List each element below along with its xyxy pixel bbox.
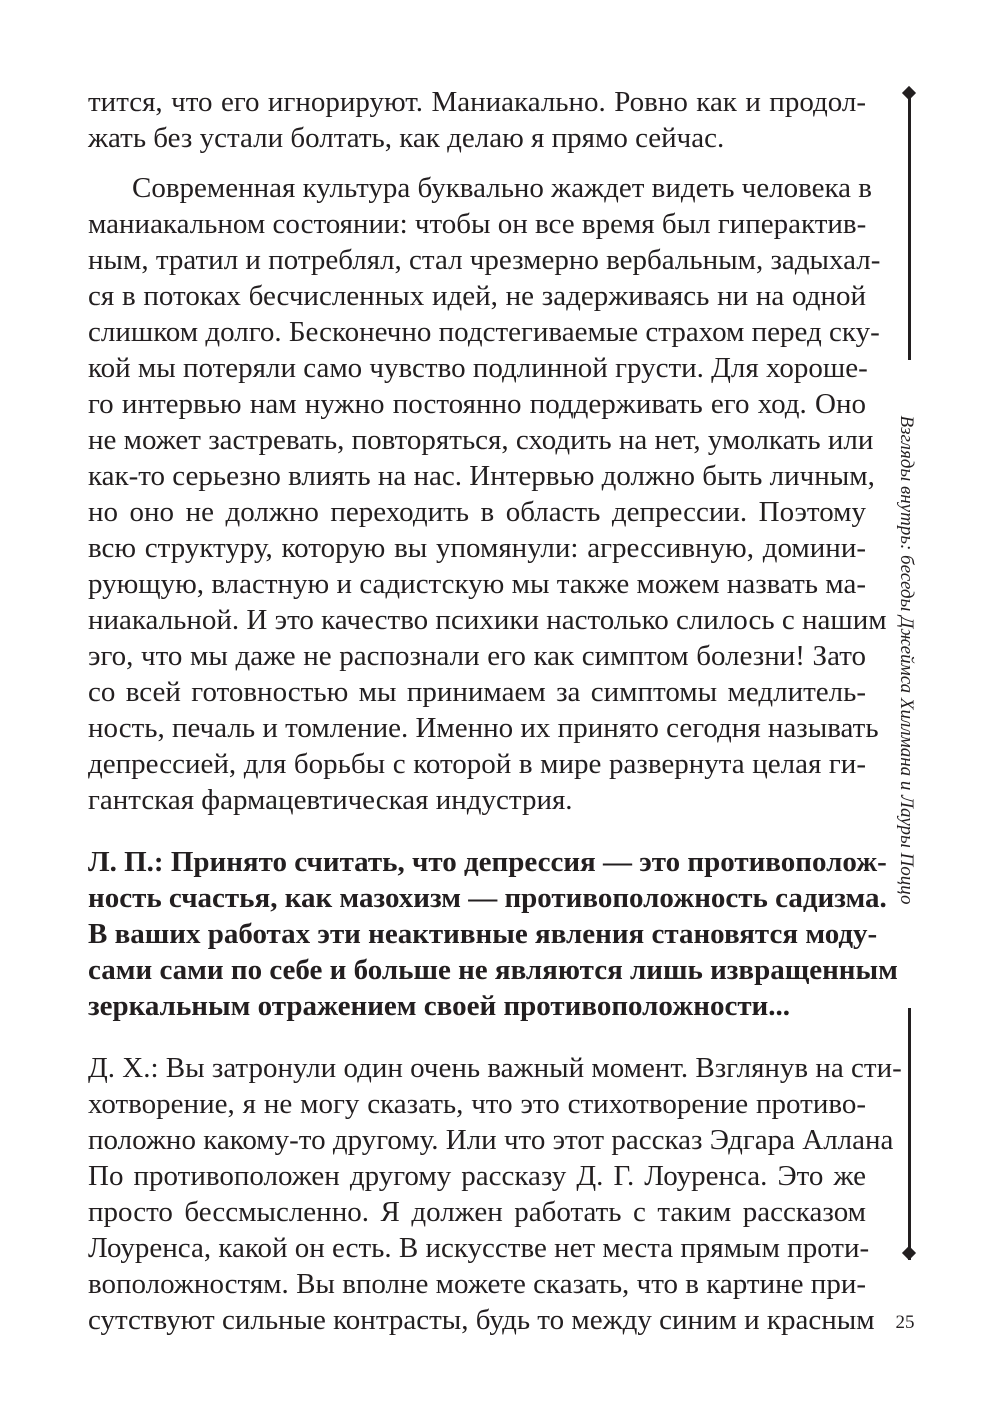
text-line: депрессией, для борьбы с которой в мире развернута целая ги- (88, 748, 866, 780)
text-line: гантская фармацевтическая индустрия. (88, 784, 573, 816)
answer-line: положно какому-то другому. Или что этот рассказ Эдгара Аллана (88, 1124, 894, 1156)
question-line: Л. П.: Принято считать, что депрессия — это противополож- (88, 846, 887, 878)
margin-rule-top (908, 96, 911, 360)
question-line: В ваших работах эти неактивные явления становятся моду- (88, 918, 878, 950)
text-line: эго, что мы даже не распознали его как симптом болезни! Зато (88, 640, 866, 672)
text-line: жать без устали болтать, как делаю я прямо сейчас. (88, 122, 725, 154)
question-line: зеркальным отражением своей противоположности... (88, 990, 791, 1022)
ornament-diamond-icon (902, 1246, 916, 1260)
text-line: не может застревать, повторяться, сходить на нет, умолкать или (88, 424, 874, 456)
text-line: слишком долго. Бесконечно подстегиваемые страхом перед ску- (88, 316, 880, 348)
margin-rule-bottom (908, 1008, 911, 1260)
answer-line: воположностям. Вы вполне можете сказать, что в картине при- (88, 1268, 866, 1300)
text-line: маниакальном состоянии: чтобы он все время был гиперактив- (88, 208, 867, 240)
page-number: 25 (895, 1312, 915, 1333)
answer-line: Лоуренса, какой он есть. В искусстве нет места прямым проти- (88, 1232, 870, 1264)
answer-line: Д. Х.: Вы затронули один очень важный момент. Взглянув на сти- (88, 1052, 902, 1084)
text-line: но оно не должно переходить в область депрессии. Поэтому (88, 496, 866, 528)
question-line: ность счастья, как мазохизм — противоположность садизма. (88, 882, 887, 914)
text-line: тится, что его игнорируют. Маниакально. Ровно как и продол- (88, 86, 866, 118)
text-line: как-то серьезно влиять на нас. Интервью должно быть личным, (88, 460, 875, 492)
answer-line: сутствуют сильные контрасты, будь то между синим и красным (88, 1304, 875, 1336)
text-line: Современная культура буквально жаждет видеть человека в (132, 172, 872, 204)
text-line: со всей готовностью мы принимаем за симптомы медлитель- (88, 676, 866, 708)
text-line: рующую, властную и садистскую мы также можем назвать ма- (88, 568, 866, 600)
text-line: кой мы потеряли само чувство подлинной грусти. Для хороше- (88, 352, 868, 384)
text-line: ным, тратил и потреблял, стал чрезмерно вербальным, задыхал- (88, 244, 881, 276)
text-line: го интервью нам нужно постоянно поддерживать его ход. Оно (88, 388, 866, 420)
question-line: сами сами по себе и больше не являются лишь извращенным (88, 954, 898, 986)
running-title: Взгляды внутрь: беседы Джеймса Хиллмана и Лауры Поццо (896, 415, 917, 905)
text-line: ся в потоках бесчисленных идей, не задерживаясь ни на одной (88, 280, 866, 312)
text-line: ниакальной. И это качество психики настолько слилось с нашим (88, 604, 887, 636)
text-line: всю структуру, которую вы упомянули: агрессивную, домини- (88, 532, 866, 564)
answer-line: По противоположен другому рассказу Д. Г. Лоуренса. Это же (88, 1160, 866, 1192)
text-line: ность, печаль и томление. Именно их принято сегодня называть (88, 712, 879, 744)
answer-line: хотворение, я не могу сказать, что это стихотворение противо- (88, 1088, 866, 1120)
answer-line: просто бессмысленно. Я должен работать с таким рассказом (88, 1196, 866, 1228)
